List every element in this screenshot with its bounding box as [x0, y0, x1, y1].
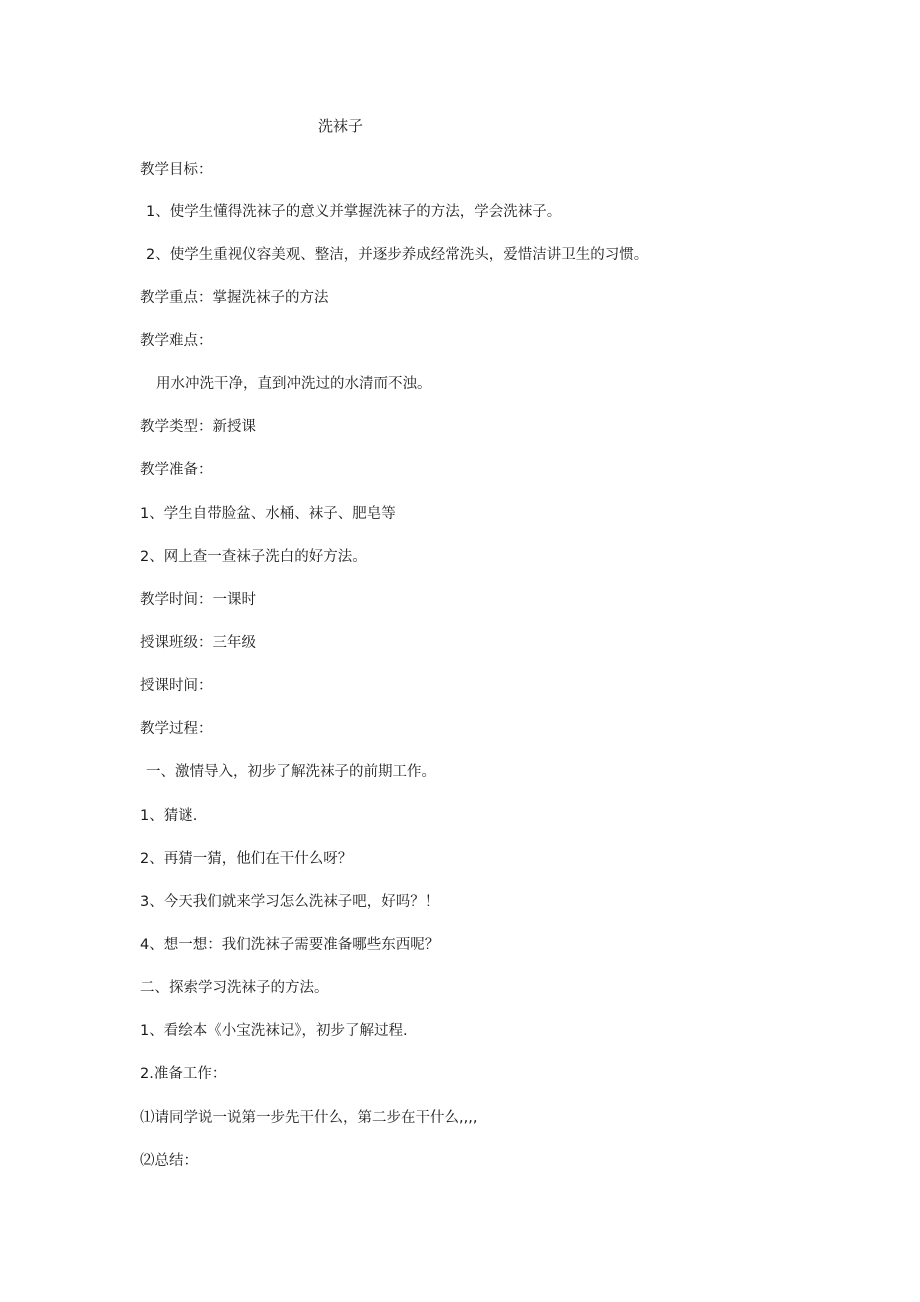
document-title: 洗袜子	[318, 117, 364, 135]
teaching-key-point: 教学重点：掌握洗袜子的方法	[140, 290, 329, 306]
heading-teaching-process: 教学过程：	[140, 721, 213, 737]
preparation-item-1: 1、学生自带脸盆、水桶、袜子、肥皂等	[140, 506, 396, 522]
method-substep-2: ⑵总结：	[140, 1153, 198, 1169]
process-step-4: 4、想一想：我们洗袜子需要准备哪些东西呢？	[140, 937, 440, 953]
class-time: 授课时间：	[140, 678, 213, 694]
method-step-2: 2.准备工作：	[140, 1066, 227, 1082]
teaching-type: 教学类型：新授课	[140, 419, 256, 435]
objective-item-2: 2、使学生重视仪容美观、整洁，并逐步养成经常洗头，爱惜洁讲卫生的习惯。	[146, 247, 649, 263]
objective-item-1: 1、使学生懂得洗袜子的意义并掌握洗袜子的方法，学会洗袜子。	[146, 204, 562, 220]
teaching-difficulty-text: 用水冲洗干净，直到冲洗过的水清而不浊。	[156, 376, 432, 392]
process-step-1: 1、猜谜.	[140, 808, 198, 824]
method-substep-1: ⑴请同学说一说第一步先干什么，第二步在干什么,,,,	[140, 1110, 478, 1126]
section-two-heading: 二、探索学习洗袜子的方法。	[140, 980, 329, 996]
preparation-item-2: 2、网上查一查袜子洗白的好方法。	[140, 549, 367, 565]
heading-teaching-objectives: 教学目标：	[140, 162, 213, 178]
process-step-3: 3、今天我们就来学习怎么洗袜子吧，好吗？！	[140, 894, 440, 910]
teaching-time: 教学时间：一课时	[140, 592, 256, 608]
heading-teaching-difficulty: 教学难点：	[140, 333, 213, 349]
method-step-1: 1、看绘本《小宝洗袜记》，初步了解过程.	[140, 1023, 408, 1039]
process-step-2: 2、再猜一猜，他们在干什么呀？	[140, 851, 353, 867]
section-one-heading: 一、激情导入，初步了解洗袜子的前期工作。	[146, 764, 436, 780]
heading-teaching-preparation: 教学准备：	[140, 462, 213, 478]
class-grade: 授课班级：三年级	[140, 635, 256, 651]
